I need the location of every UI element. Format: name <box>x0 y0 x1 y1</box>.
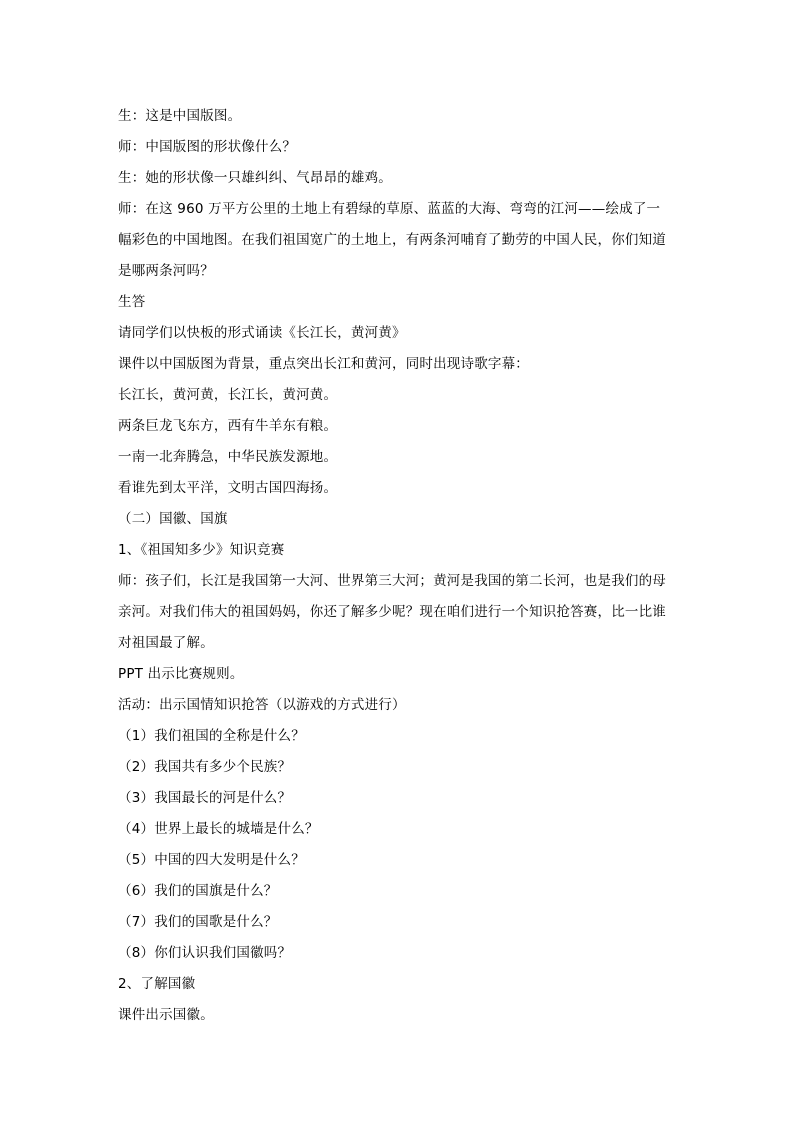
poem-line: 一南一北奔腾急，中华民族发源地。 <box>118 449 338 465</box>
quiz-question: （7）我们的国歌是什么？ <box>118 914 278 930</box>
text-line: 生答 <box>118 294 146 310</box>
paragraph-teacher-map <box>118 194 678 287</box>
paragraph-line: 是哪两条河吗？ <box>118 263 214 279</box>
paragraph-line: 幅彩色的中国地图。在我们祖国宽广的土地上，有两条河哺育了勤劳的中国人民，你们知道 <box>118 232 666 248</box>
subsection-heading: 2、了解国徽 <box>118 976 196 992</box>
text-line: 课件以中国版图为背景，重点突出长江和黄河，同时出现诗歌字幕： <box>118 356 529 372</box>
text-line: PPT 出示比赛规则。 <box>118 666 244 682</box>
text-line: 生：她的形状像一只雄纠纠、气昂昂的雄鸡。 <box>118 170 392 186</box>
paragraph-line: 对祖国最了解。 <box>118 635 214 651</box>
poem-line: 长江长，黄河黄，长江长，黄河黄。 <box>118 387 338 403</box>
text-line: 活动：出示国情知识抢答（以游戏的方式进行） <box>118 697 406 713</box>
section-heading: （二）国徽、国旗 <box>118 511 228 527</box>
quiz-question: （8）你们认识我们国徽吗？ <box>118 945 292 961</box>
poem-line: 看谁先到太平洋，文明古国四海扬。 <box>118 480 338 496</box>
quiz-question: （3）我国最长的河是什么？ <box>118 790 292 806</box>
document-body <box>118 101 678 1031</box>
quiz-question: （5）中国的四大发明是什么？ <box>118 852 305 868</box>
subsection-heading: 1、《祖国知多少》知识竞赛 <box>118 542 285 558</box>
paragraph-line: 师：孩子们，长江是我国第一大河、世界第三大河；黄河是我国的第二长河，也是我们的母 <box>118 573 666 589</box>
paragraph-line: 师：在这 960 万平方公里的土地上有碧绿的草原、蓝蓝的大海、弯弯的江河——绘成了一 <box>118 201 661 217</box>
paragraph-line: 亲河。对我们伟大的祖国妈妈，你还了解多少呢？现在咱们进行一个知识抢答赛，比一比谁 <box>118 604 666 620</box>
text-line: 生：这是中国版图。 <box>118 108 242 124</box>
quiz-question: （2）我国共有多少个民族？ <box>118 759 292 775</box>
poem-line: 两条巨龙飞东方，西有牛羊东有粮。 <box>118 418 338 434</box>
quiz-question: （6）我们的国旗是什么？ <box>118 883 278 899</box>
text-line: 请同学们以快板的形式诵读《长江长，黄河黄》 <box>118 325 406 341</box>
quiz-question: （1）我们祖国的全称是什么？ <box>118 728 305 744</box>
paragraph-teacher-quiz <box>118 566 678 659</box>
quiz-question: （4）世界上最长的城墙是什么？ <box>118 821 319 837</box>
text-line: 课件出示国徽。 <box>118 1007 214 1023</box>
text-line: 师：中国版图的形状像什么？ <box>118 139 297 155</box>
